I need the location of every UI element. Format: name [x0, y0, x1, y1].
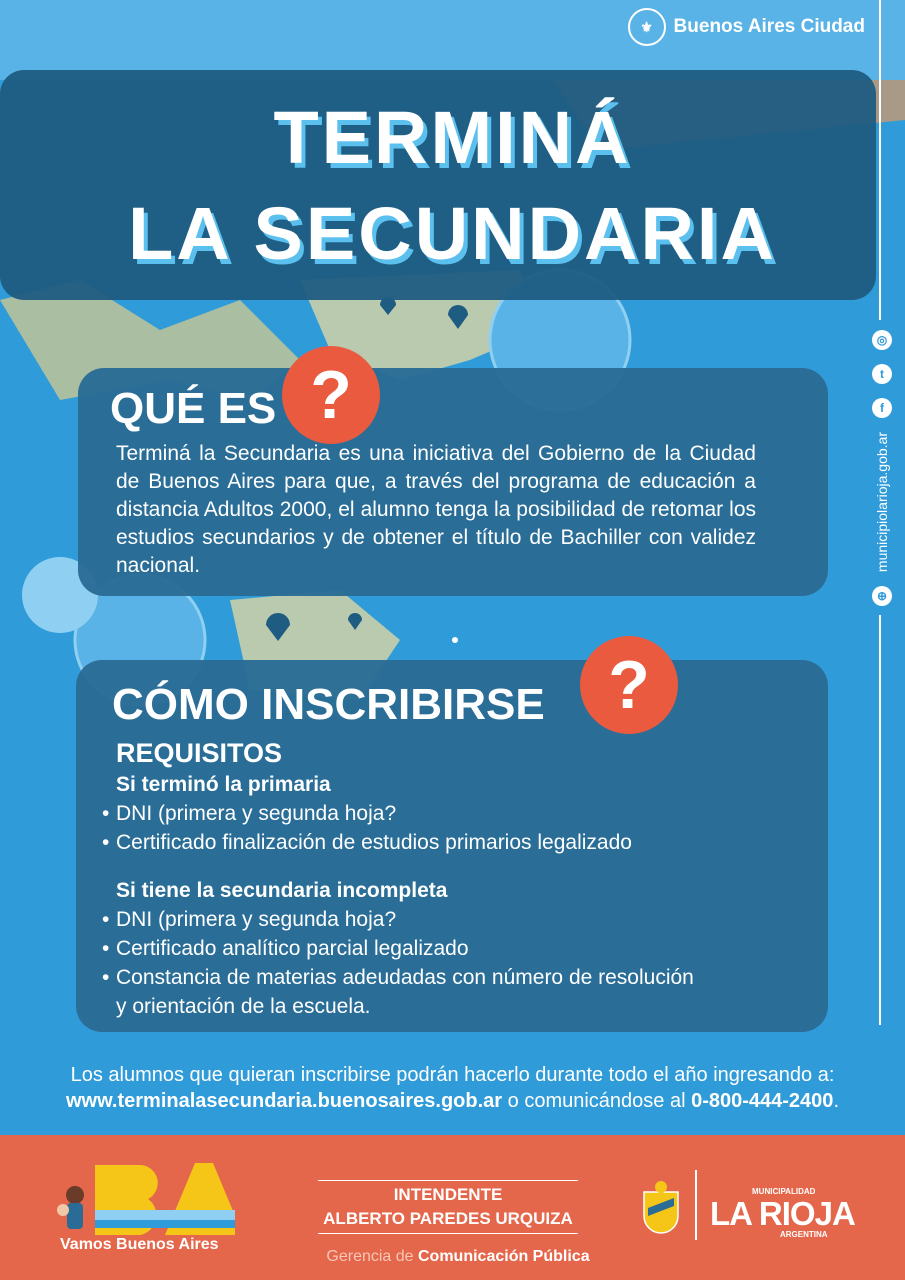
info-line-2: www.terminalasecundaria.buenosaires.gob.ar o comunicándose al 0-800-444-2400. — [66, 1090, 839, 1112]
intendente-label: INTENDENTE — [393, 1185, 503, 1204]
info-line-1: Los alumnos que quieran inscribirse podrán hacerlo durante todo el año ingresando a: — [70, 1064, 835, 1086]
brand-text: Buenos Aires Ciudad — [673, 16, 865, 37]
intendente-name: ALBERTO PAREDES URQUIZA — [323, 1209, 573, 1228]
twitter-icon[interactable]: t — [872, 364, 892, 384]
divider — [879, 0, 881, 320]
instagram-icon[interactable]: ◎ — [872, 330, 892, 350]
intendente-block — [318, 1180, 578, 1234]
que-es-heading: QUÉ ES — [110, 384, 277, 433]
divider — [879, 615, 881, 1025]
title-line-1: TERMINÁ — [273, 96, 632, 179]
website-url[interactable]: www.terminalasecundaria.buenosaires.gob.ar — [66, 1090, 503, 1112]
list-item: • DNI (primera y segunda hoja? — [102, 802, 397, 825]
requirements — [102, 736, 756, 1021]
group1-title: Si terminó la primaria — [116, 773, 331, 796]
list-item: • Certificado analítico parcial legalizado — [102, 937, 469, 960]
list-item-continuation: y orientación de la escuela. — [116, 995, 371, 1018]
phone-number: 0-800-444-2400 — [691, 1090, 834, 1112]
ba-caption: Vamos Buenos Aires — [60, 1236, 219, 1253]
list-item: • DNI (primera y segunda hoja? — [102, 908, 397, 931]
ba-logo — [55, 1155, 235, 1235]
group2-title: Si tiene la secundaria incompleta — [116, 879, 448, 902]
question-mark-icon: ? — [580, 636, 678, 734]
website-link[interactable]: municipiolarioja.gob.ar — [874, 432, 890, 573]
question-mark-icon: ? — [282, 346, 380, 444]
brand-logo — [628, 8, 865, 46]
title-line-2: LA SECUNDARIA — [128, 192, 777, 275]
info-text — [0, 1062, 905, 1114]
page-title — [0, 90, 905, 282]
municipalidad-label: MUNICIPALIDAD — [752, 1187, 816, 1196]
coat-of-arms-icon — [640, 1180, 682, 1236]
social-bar — [867, 330, 897, 606]
requisitos-heading: REQUISITOS — [116, 738, 283, 768]
argentina-label: ARGENTINA — [780, 1230, 828, 1239]
globe-icon: ⊕ — [872, 586, 892, 606]
la-rioja-logo: LA RIOJA — [710, 1195, 855, 1232]
que-es-text: Terminá la Secundaria es una iniciativa del Gobierno de la Ciudad de Buenos Aires para que, a través del programa de educación a distancia Adultos 2000, el alumno tenga la posibilidad de retomar los estudios secundarios y de obtener el título de Bachiller con validez nacional. — [116, 442, 756, 577]
facebook-icon[interactable]: f — [872, 398, 892, 418]
list-item: • Constancia de materias adeudadas con número de resolución — [102, 966, 694, 989]
gerencia-credit: Gerencia de Comunicación Pública — [326, 1248, 590, 1265]
como-heading: CÓMO INSCRIBIRSE — [112, 680, 545, 729]
list-item: • Certificado finalización de estudios primarios legalizado — [102, 831, 632, 854]
city-seal-icon: ⚜ — [628, 8, 666, 46]
divider — [695, 1170, 697, 1240]
